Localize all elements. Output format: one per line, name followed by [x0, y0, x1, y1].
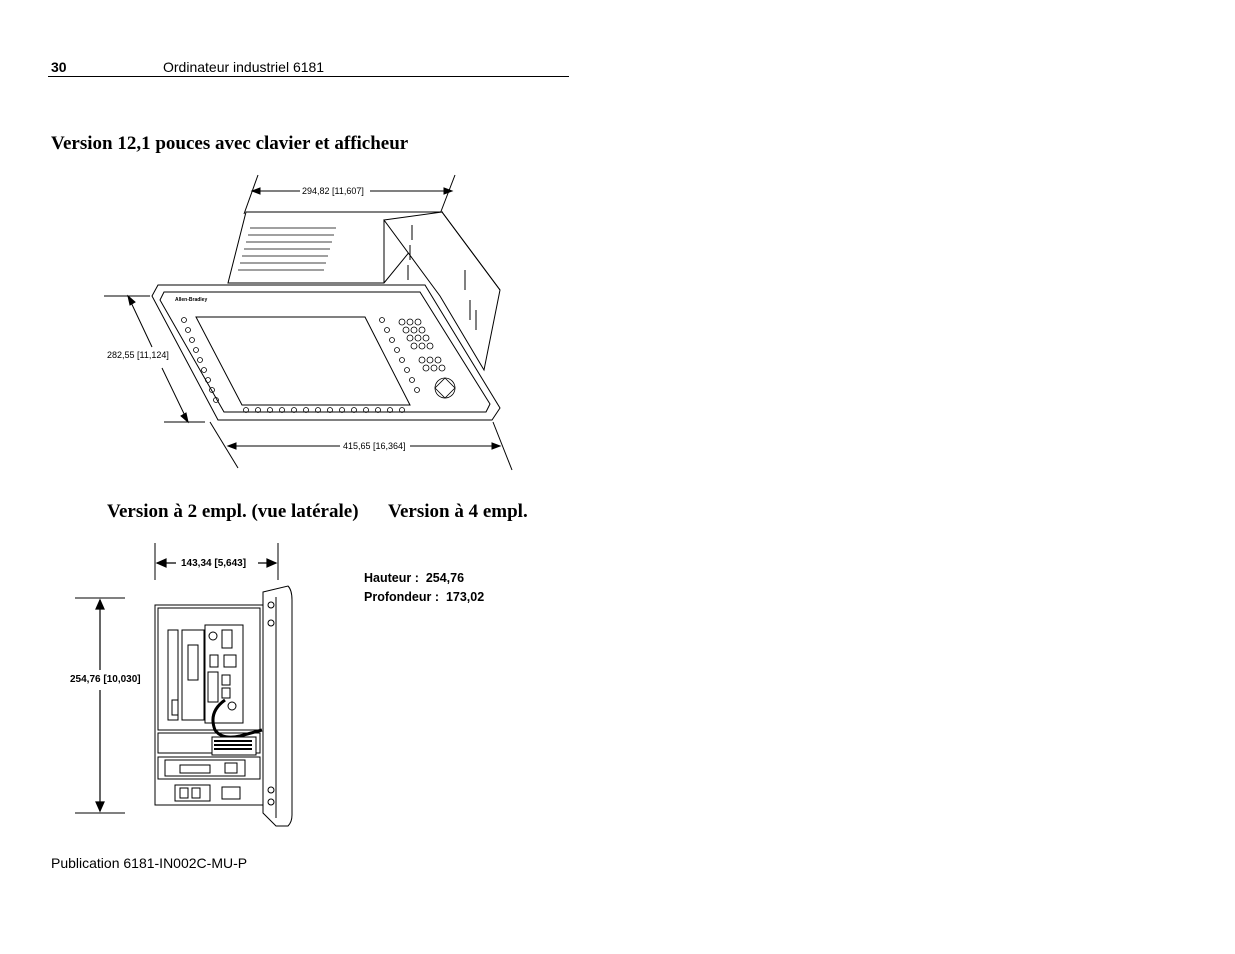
- spec-height-value: 254,76: [425, 571, 465, 585]
- publication-footer: Publication 6181-IN002C-MU-P: [51, 855, 248, 871]
- section-title-2slot: Version à 2 empl. (vue latérale): [107, 501, 359, 522]
- dim-depth-label: 294,82 [11,607]: [302, 186, 364, 196]
- page-number: 30: [51, 59, 67, 75]
- dim-height-label: 282,55 [11,124]: [107, 350, 169, 360]
- running-title: Ordinateur industriel 6181: [163, 59, 325, 75]
- spec-depth-label: Profondeur :: [364, 590, 439, 604]
- brand-logo-text: Allen-Bradley: [175, 297, 208, 303]
- spec-height-label: Hauteur :: [364, 571, 419, 585]
- spec-depth-row: [364, 588, 484, 607]
- dim-width-label: 415,65 [16,364]: [343, 441, 406, 451]
- side-dim-height-label: 254,76 [10,030]: [70, 674, 141, 685]
- spec-depth-value: 173,02: [445, 590, 485, 604]
- section-title-4slot: Version à 4 empl.: [388, 501, 528, 522]
- side-dim-depth-label: 143,34 [5,643]: [181, 558, 247, 569]
- four-slot-specs: [364, 569, 484, 607]
- spec-height-row: [364, 569, 484, 588]
- section-title-12in: Version 12,1 pouces avec clavier et afficheur: [51, 133, 409, 154]
